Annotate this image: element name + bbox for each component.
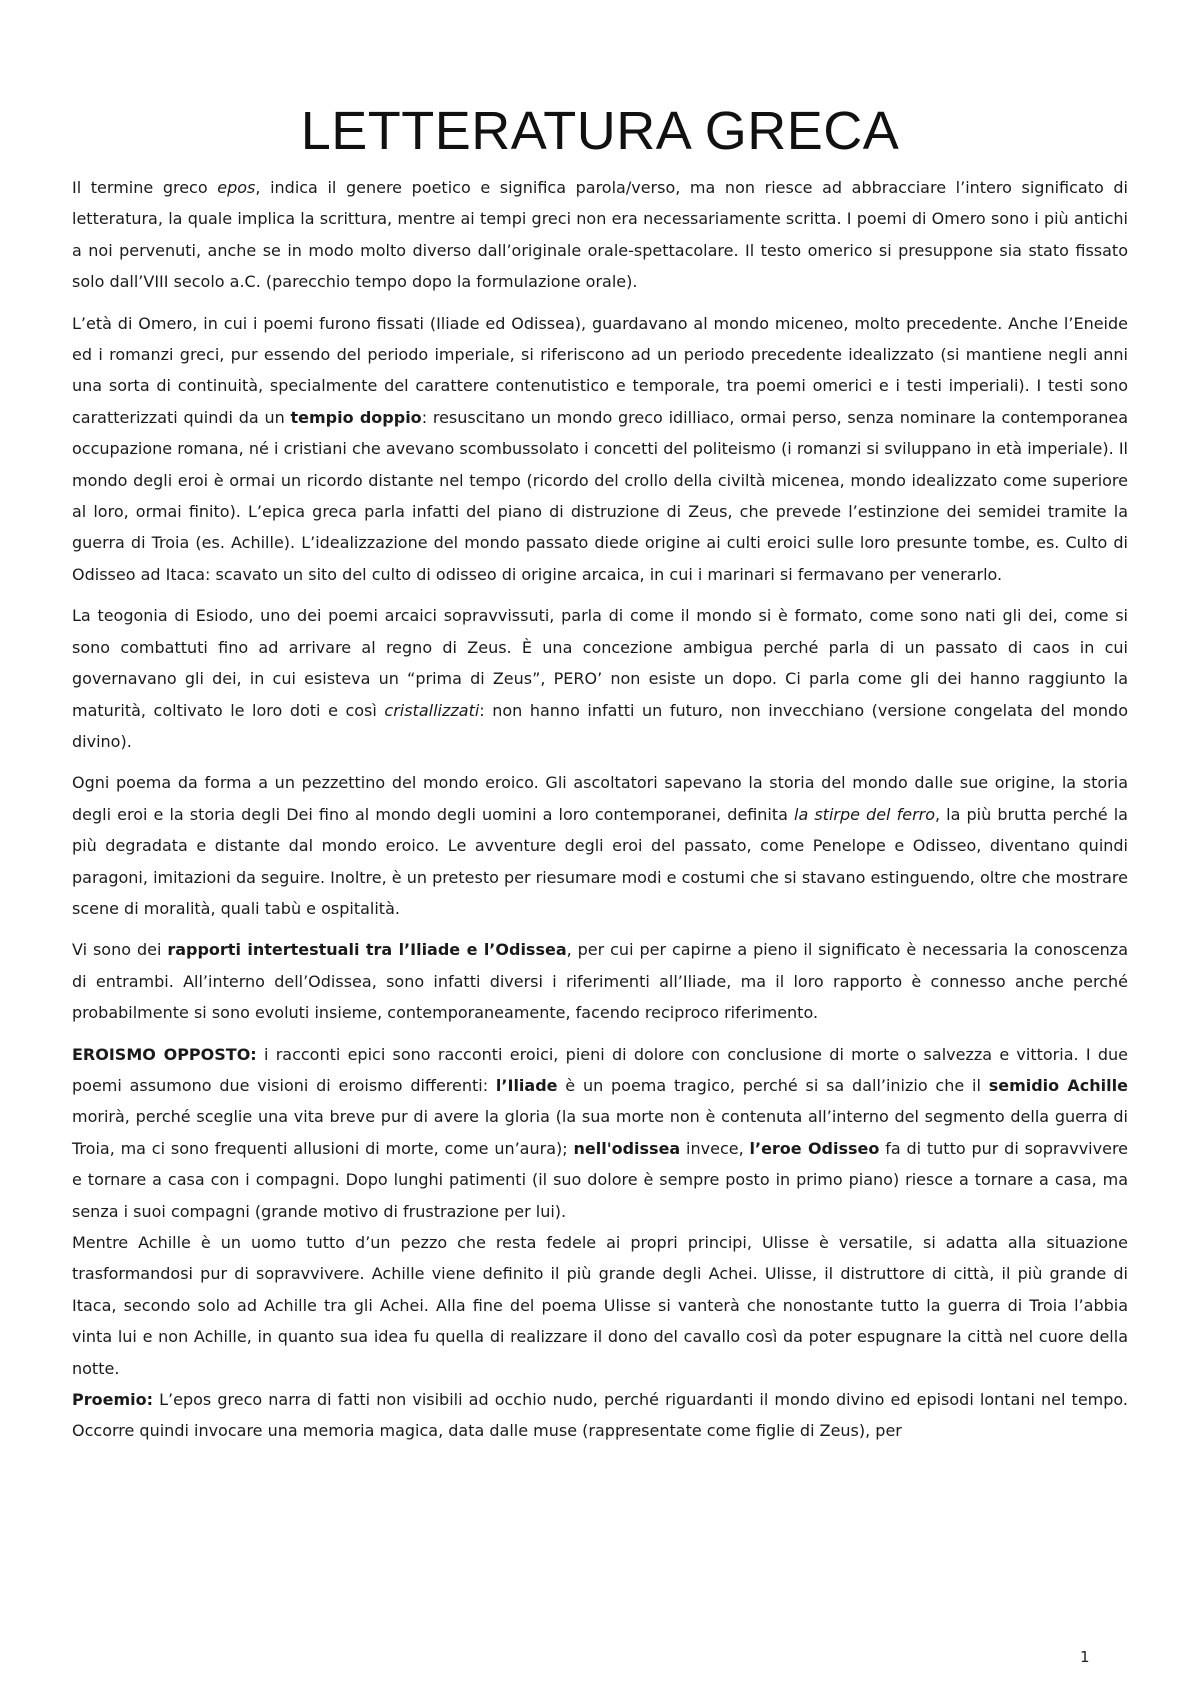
text-run: , la più brutta perché la più degradata e distante dal mondo eroico. Le avventure degli eroi del passato, come Penelope e Odisseo, diventano quindi paragoni, imitazioni da seguire. Inoltre, è un pretesto per riesumare modi e costumi che si stavano estinguendo, oltre che mostrare scene di moralità, quali tabù e ospitalità. (72, 804, 1128, 918)
document-body (72, 172, 1128, 1447)
text-run: invece, (680, 1138, 750, 1158)
text-run: Vi sono dei (72, 940, 168, 960)
page-title: LETTERATURA GRECA (300, 101, 900, 161)
text-run: morirà, perché sceglie una vita breve pur di avere la gloria (la sua morte non è contenuta all’interno del segmento della guerra di Troia, ma ci sono frequenti allusioni di morte, come un’aura); (72, 1107, 1128, 1158)
bold-text: Proemio: (72, 1390, 154, 1410)
text-run: , indica il genere poetico e significa parola/verso, ma non riesce ad abbracciare l’intero significato di letteratura, la quale implica la scrittura, mentre ai tempi greci non era necessariamente scritta. I poemi di Omero sono i più antichi a noi pervenuti, anche se in modo molto diverso dall’originale orale-spettacolare. Il testo omerico si presuppone sia stato fissato solo dall’VIII secolo a.C. (parecchio tempo dopo la formulazione orale). (72, 178, 1129, 292)
bold-text: l’Iliade (495, 1075, 558, 1095)
text-run: L’epos greco narra di fatti non visibili ad occhio nudo, perché riguardanti il mondo divino ed episodi lontani nel tempo. Occorre quindi invocare una memoria magica, data dalle muse (rappresentate come figlie di Zeus), per (72, 1390, 1128, 1441)
text-run: , per cui per capirne a pieno il significato è necessaria la conoscenza di entrambi. All’interno dell’Odissea, sono infatti diversi i riferimenti all’Iliade, ma il loro rapporto è connesso anche perché probabilmente si sono evoluti insieme, contemporaneamente, facendo reciproco riferimento. (72, 940, 1129, 1023)
paragraph-p7 (72, 1227, 1128, 1384)
bold-text: nell'odissea (573, 1138, 681, 1158)
document-page (72, 100, 1128, 1447)
text-run: La teogonia di Esiodo, uno dei poemi arcaici sopravvissuti, parla di come il mondo si è formato, come sono nati gli dei, come si sono combattuti fino ad arrivare al regno di Zeus. È una concezione ambigua perché parla di un passato di caos in cui governavano gli dei, in cui esisteva un “prima di Zeus”, PERO’ non esiste un dopo. Ci parla come gli dei hanno raggiunto la maturità, coltivato le loro doti e così (72, 606, 1128, 720)
paragraph-p8 (72, 1384, 1128, 1447)
italic-text: epos (217, 178, 256, 197)
text-run: fa di tutto pur di sopravvivere e tornare a casa con i compagni. Dopo lunghi patimenti (il suo dolore è sempre posto in primo piano) riesce a tornare a casa, ma senza i suoi compagni (grande motivo di frustrazione per lui). (72, 1138, 1129, 1221)
bold-text: EROISMO OPPOSTO: (72, 1044, 257, 1064)
text-run: L’età di Omero, in cui i poemi furono fissati (Iliade ed Odissea), guardavano al mondo miceneo, molto precedente. Anche l’Eneide ed i romanzi greci, pur essendo del periodo imperiale, si riferiscono ad un periodo precedente idealizzato (si mantiene negli anni una sorta di continuità, specialmente del carattere contenutistico e temporale, tra poemi omerici e i testi imperiali). I testi sono caratterizzati quindi da un (72, 313, 1128, 427)
italic-text: la stirpe del ferro (794, 804, 936, 824)
paragraph-p4 (72, 767, 1128, 924)
text-run: Il termine greco (72, 178, 218, 197)
text-run: Mentre Achille è un uomo tutto d’un pezzo che resta fedele ai propri principi, Ulisse è versatile, si adatta alla situazione trasformandosi pur di sopravvivere. Achille viene definito il più grande degli Achei. Ulisse, il distruttore di città, il più grande di Itaca, secondo solo ad Achille tra gli Achei. Alla fine del poema Ulisse si vanterà che nonostante tutto la guerra di Troia l’abbia vinta lui e non Achille, in quanto sua idea fu quella di realizzare il dono del cavallo così da poter espugnare la città nel cuore della notte. (72, 1233, 1128, 1378)
paragraph-p6 (72, 1039, 1128, 1227)
paragraph-p3 (72, 600, 1128, 757)
paragraph-p5 (72, 934, 1128, 1028)
bold-text: rapporti intertestuali tra l’Iliade e l’Odissea (167, 940, 567, 960)
italic-text: cristallizzati (384, 700, 480, 720)
page-number: 1 (1080, 1648, 1090, 1666)
text-run: i racconti epici sono racconti eroici, pieni di dolore con conclusione di morte o salvezza e vittoria. I due poemi assumono due visioni di eroismo differenti: (72, 1044, 1128, 1095)
bold-text: l’eroe Odisseo (749, 1138, 880, 1158)
text-run: : resuscitano un mondo greco idilliaco, ormai perso, senza nominare la contemporanea occupazione romana, né i cristiani che avevano scombussolato i concetti del politeismo (i romanzi si sviluppano in età imperiale). Il mondo degli eroi è ormai un ricordo distante nel tempo (ricordo del crollo della civiltà micenea, mondo idealizzato come superiore al loro, ormai finito). L’epica greca parla infatti del piano di distruzione di Zeus, che prevede l’estinzione dei semidei tramite la guerra di Troia (es. Achille). L’idealizzazione del mondo passato diede origine ai culti eroici sulle loro presunte tombe, es. Culto di Odisseo ad Itaca: scavato un sito del culto di odisseo di origine arcaica, in cui i marinari si fermavano per venerarlo. (72, 407, 1129, 584)
bold-text: semidio Achille (988, 1075, 1128, 1095)
text-run: è un poema tragico, perché si sa dall’inizio che il (557, 1075, 989, 1095)
text-run: Ogni poema da forma a un pezzettino del mondo eroico. Gli ascoltatori sapevano la storia del mondo dalle sue origine, la storia degli eroi e la storia degli Dei fino al mondo degli uomini a loro contemporanei, definita (72, 773, 1128, 824)
bold-text: tempio doppio (290, 407, 422, 427)
paragraph-p1 (72, 172, 1128, 298)
text-run: : non hanno infatti un futuro, non invecchiano (versione congelata del mondo divino). (72, 700, 1128, 751)
paragraph-p2 (72, 308, 1128, 591)
